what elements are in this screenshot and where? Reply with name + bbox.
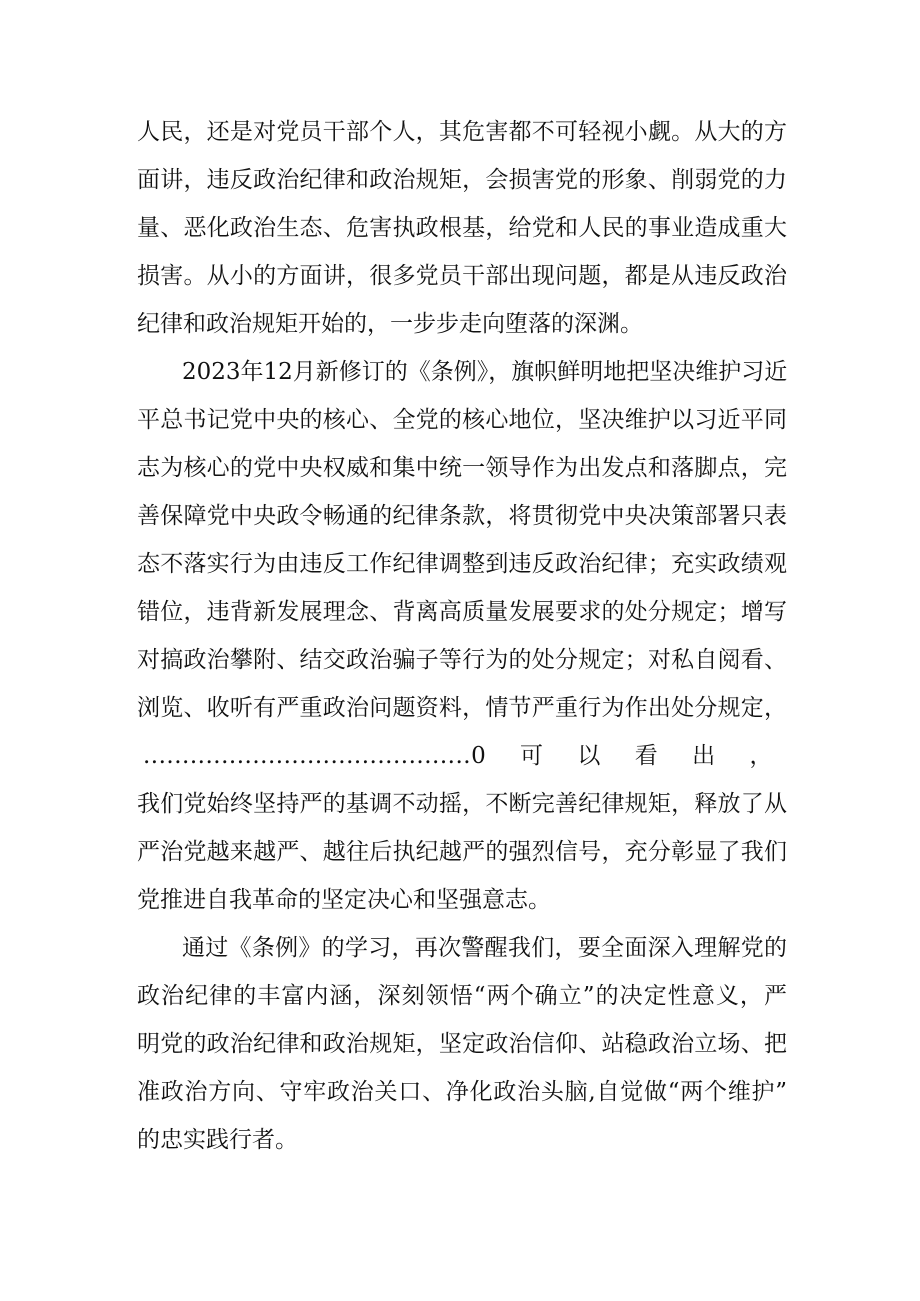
text-line: 我们党始终坚持严的基调不动摇，不断完善纪律规矩，释放了从 [137, 791, 787, 817]
text-line: 平总书记党中央的核心、全党的核心地位，坚决维护以习近平同 [137, 407, 787, 433]
text-line: 对搞政治攀附、结交政治骗子等行为的处分规定；对私自阅看、 [137, 647, 787, 673]
text-line: 面讲，违反政治纪律和政治规矩，会损害党的形象、削弱党的力 [137, 167, 787, 193]
text-line: 政治纪律的丰富内涵，深刻领悟“两个确立”的决定性意义，严 [137, 983, 787, 1009]
text-line: 的忠实践行者。 [137, 1127, 298, 1153]
text-line: 善保障党中央政令畅通的纪律条款，将贯彻党中央决策部署只表 [137, 503, 787, 529]
text-line: 浏览、收听有严重政治问题资料，情节严重行为作出处分规定， [137, 695, 787, 721]
text-line: 党推进自我革命的坚定决心和坚强意志。 [137, 887, 551, 913]
text-line: 人民，还是对党员干部个人，其危害都不可轻视小觑。从大的方 [137, 119, 787, 145]
text-line: 损害。从小的方面讲，很多党员干部出现问题，都是从违反政治 [137, 263, 787, 289]
text-line: ..........................................0可以看出， [143, 743, 773, 769]
text-line: 量、恶化政治生态、危害执政根基，给党和人民的事业造成重大 [137, 215, 787, 241]
text-line: 纪律和政治规矩开始的，一步步走向堕落的深渊。 [137, 311, 643, 337]
text-line: 准政治方向、守牢政治关口、净化政治头脑,自觉做“两个维护” [137, 1079, 787, 1105]
text-line: 2023年12月新修订的《条例》，旗帜鲜明地把坚决维护习近 [182, 359, 788, 385]
text-line: 明党的政治纪律和政治规矩，坚定政治信仰、站稳政治立场、把 [137, 1031, 787, 1057]
text-line: 志为核心的党中央权威和集中统一领导作为出发点和落脚点，完 [137, 455, 787, 481]
text-line: 态不落实行为由违反工作纪律调整到违反政治纪律；充实政绩观 [137, 551, 787, 577]
text-line: 严治党越来越严、越往后执纪越严的强烈信号，充分彰显了我们 [137, 839, 787, 865]
text-line: 错位，违背新发展理念、背离高质量发展要求的处分规定；增写 [137, 599, 787, 625]
text-line: 通过《条例》的学习，再次警醒我们，要全面深入理解党的 [182, 935, 787, 961]
